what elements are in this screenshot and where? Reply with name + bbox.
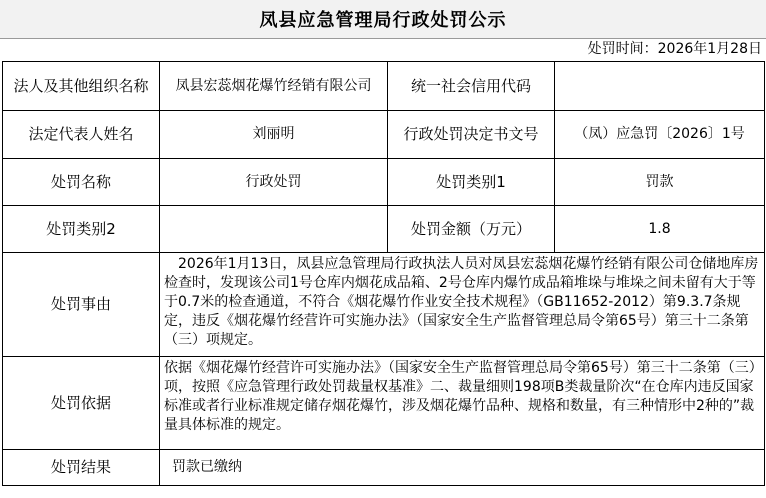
penalty-type2-value [160,206,388,253]
penalty-result-value: 罚款已缴纳 [160,450,765,486]
penalty-date: 处罚时间：2026年1月28日 [587,41,762,57]
legal-rep-label: 法定代表人姓名 [3,111,160,159]
penalty-type1-label: 处罚类别1 [388,159,555,206]
table-row [3,253,765,357]
penalty-basis-text: 依据《烟花爆竹经营许可实施办法》（国家安全生产监督管理总局令第65号）第三十二条第（三）项，按照《应急管理行政处罚裁量权基准》二、裁量细则198项B类裁量阶次“在仓库内违反国家标准或者行业标准规定储存烟花爆竹，涉及烟花爆竹品种、规格和数量，有三种情形中2种的”裁量具体标准的规定。 [160,357,765,450]
penalty-table [2,61,765,486]
table-row [3,357,765,450]
table-row [3,111,765,159]
org-name-label: 法人及其他组织名称 [3,62,160,111]
penalty-reason-label: 处罚事由 [3,253,160,357]
credit-code-value [555,62,765,111]
table-row [3,206,765,253]
penalty-name-value: 行政处罚 [160,159,388,206]
penalty-type2-label: 处罚类别2 [3,206,160,253]
penalty-basis-label: 处罚依据 [3,357,160,450]
legal-rep-value: 刘丽明 [160,111,388,159]
penalty-amount-label: 处罚金额（万元） [388,206,555,253]
decision-no-value: （凤）应急罚〔2026〕1号 [555,111,765,159]
penalty-amount-value: 1.8 [555,206,765,253]
penalty-reason-text: 2026年1月13日，凤县应急管理局行政执法人员对凤县宏蕊烟花爆竹经销有限公司仓储地库房检查时，发现该公司1号仓库内烟花成品箱、2号仓库内爆竹成品箱堆垛与堆垛之间未留有大于等于0.7米的检查通道，不符合《烟花爆竹作业安全技术规程》（GB11652-2012）第9.3.7条规定，违反《烟花爆竹经营许可实施办法》（国家安全生产监督管理总局令第65号）第三十二条第（三）项规定。 [160,253,765,357]
penalty-type1-value: 罚款 [555,159,765,206]
credit-code-label: 统一社会信用代码 [388,62,555,111]
org-name-value: 凤县宏蕊烟花爆竹经销有限公司 [160,62,388,111]
penalty-result-label: 处罚结果 [3,450,160,486]
penalty-name-label: 处罚名称 [3,159,160,206]
table-row [3,450,765,486]
table-row [3,159,765,206]
decision-no-label: 行政处罚决定书文号 [388,111,555,159]
table-row [3,62,765,111]
page-title: 凤县应急管理局行政处罚公示 [0,0,766,39]
